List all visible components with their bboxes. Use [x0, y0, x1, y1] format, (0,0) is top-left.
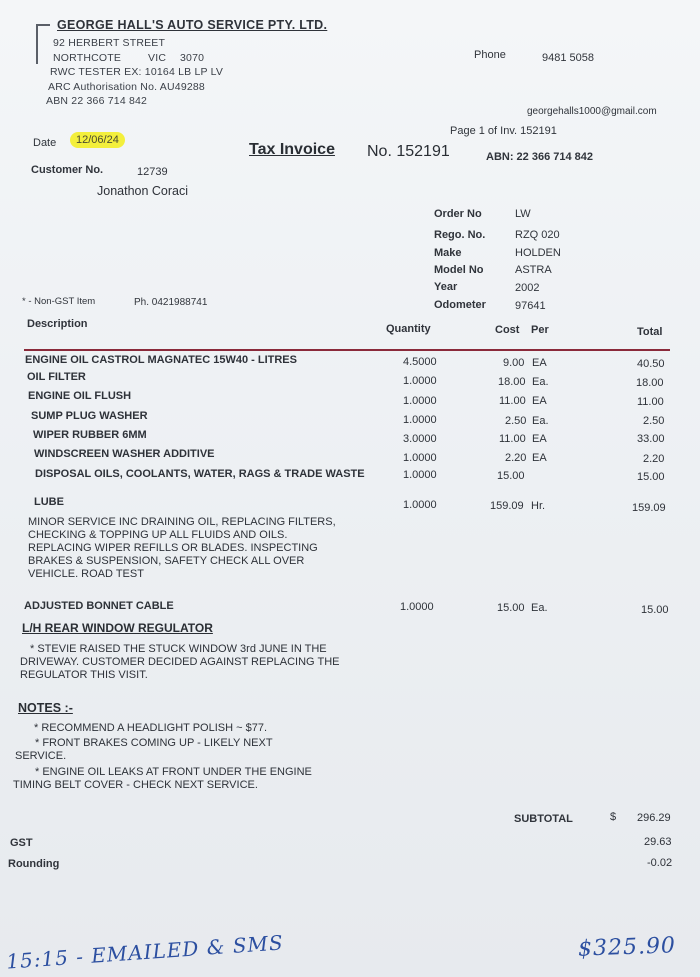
company-rwc: RWC TESTER EX: 10164 LB LP LV: [50, 66, 224, 78]
table-row-cost: 15.00: [497, 470, 525, 482]
company-abn: ABN 22 366 714 842: [46, 95, 148, 107]
vehicle-value-odometer: 97641: [515, 300, 546, 312]
table-row-desc: ENGINE OIL CASTROL MAGNATEC 15W40 - LITRES: [25, 354, 297, 366]
note-item: * RECOMMEND A HEADLIGHT POLISH ~ $77.: [34, 722, 268, 734]
vehicle-value-make: HOLDEN: [515, 247, 561, 259]
date-value: [70, 134, 125, 146]
table-row-qty: 1.0000: [403, 499, 437, 511]
table-row-qty: 4.5000: [403, 356, 437, 368]
vehicle-value-year: 2002: [515, 282, 540, 294]
regulator-title: L/H REAR WINDOW REGULATOR: [22, 621, 213, 635]
vehicle-value-model: ASTRA: [515, 264, 552, 276]
table-row-total: 2.50: [643, 415, 665, 427]
table-row-per: Ea.: [532, 415, 549, 427]
vehicle-label-model: Model No: [434, 264, 484, 276]
handwritten-total: $325.90: [577, 933, 677, 962]
table-row-desc: DISPOSAL OILS, COOLANTS, WATER, RAGS & TRADE WASTE: [35, 468, 365, 480]
table-divider: [24, 349, 670, 351]
currency-symbol: $: [610, 811, 617, 823]
table-row-desc: WIPER RUBBER 6MM: [33, 429, 147, 441]
vehicle-value-rego: RZQ 020: [515, 229, 560, 241]
note-item: * FRONT BRAKES COMING UP - LIKELY NEXT SERVICE.: [15, 737, 273, 762]
header-cost: Cost: [495, 324, 520, 336]
table-row-cost: 18.00: [498, 376, 526, 388]
non-gst-note: * - Non-GST Item: [22, 296, 96, 307]
table-row-total: 2.20: [643, 453, 665, 465]
table-row-total: 11.00: [637, 396, 664, 408]
table-row-cost: 9.00: [503, 357, 525, 369]
customer-label: Customer No.: [31, 164, 104, 176]
company-street: 92 HERBERT STREET: [53, 37, 166, 49]
bonnet-total: 15.00: [641, 604, 669, 616]
gst-value: 29.63: [644, 836, 672, 848]
table-row-per: Hr.: [531, 500, 546, 512]
table-row-per: EA: [532, 395, 547, 407]
lube-description: MINOR SERVICE INC DRAINING OIL, REPLACING FILTERS, CHECKING & TOPPING UP ALL FLUIDS AND OILS. REPLACING WIPER REFILLS OR BLADES. INSPECTING BRAKES & SUSPENSION, SAFETY CHECK ALL OVER VEHICLE. ROAD TEST: [28, 516, 336, 580]
document-title: Tax Invoice: [249, 141, 335, 158]
table-row-qty: 3.0000: [403, 433, 437, 445]
company-state: VIC: [148, 52, 167, 64]
table-row-total: 18.00: [636, 377, 664, 389]
company-logo: [30, 18, 50, 66]
header-quantity: Quantity: [386, 323, 431, 335]
invoice-number: No. 152191: [367, 143, 450, 160]
table-row-desc: WINDSCREEN WASHER ADDITIVE: [34, 448, 215, 460]
notes-title: NOTES :-: [18, 701, 73, 715]
subtotal-value: 296.29: [637, 812, 671, 824]
bonnet-per: Ea.: [531, 602, 548, 614]
customer-phone: Ph. 0421988741: [134, 297, 208, 308]
note-item: * ENGINE OIL LEAKS AT FRONT UNDER THE ENGINE TIMING BELT COVER - CHECK NEXT SERVICE.: [13, 766, 312, 791]
rounding-value: -0.02: [647, 857, 673, 869]
company-email: georgehalls1000@gmail.com: [527, 106, 657, 117]
table-row-cost: 2.20: [505, 452, 527, 464]
date-label: Date: [33, 137, 57, 149]
table-row-per: EA: [532, 357, 547, 369]
company-name: GEORGE HALL'S AUTO SERVICE PTY. LTD.: [57, 18, 328, 32]
table-row-qty: 1.0000: [403, 469, 437, 481]
vehicle-label-rego: Rego. No.: [434, 229, 486, 241]
table-row-cost: 11.00: [499, 433, 526, 445]
rounding-label: Rounding: [8, 858, 60, 870]
vehicle-value-order: LW: [515, 208, 531, 220]
table-row-qty: 1.0000: [403, 452, 437, 464]
table-row-qty: 1.0000: [403, 375, 437, 387]
date-highlight: 12/06/24: [70, 132, 125, 148]
bonnet-cost: 15.00: [497, 602, 525, 614]
table-row-per: EA: [532, 452, 547, 464]
table-row-qty: 1.0000: [403, 414, 437, 426]
page-indicator: Page 1 of Inv. 152191: [450, 125, 557, 137]
table-row-cost: 2.50: [505, 415, 527, 427]
customer-number: 12739: [137, 166, 168, 178]
table-row-total: 40.50: [637, 358, 665, 370]
subtotal-label: SUBTOTAL: [514, 813, 573, 825]
table-row-per: Ea.: [532, 376, 549, 388]
regulator-note: * STEVIE RAISED THE STUCK WINDOW 3rd JUNE IN THE DRIVEWAY. CUSTOMER DECIDED AGAINST REPLACING THE REGULATOR THIS VISIT.: [20, 643, 340, 681]
table-row-desc: LUBE: [34, 496, 64, 508]
vehicle-label-odometer: Odometer: [434, 299, 486, 311]
gst-label: GST: [10, 837, 33, 849]
company-arc: ARC Authorisation No. AU49288: [48, 81, 205, 93]
header-total: Total: [637, 326, 663, 338]
vehicle-label-make: Make: [434, 247, 462, 259]
table-row-qty: 1.0000: [403, 395, 437, 407]
invoice-abn: ABN: 22 366 714 842: [486, 151, 594, 163]
header-per: Per: [531, 324, 549, 336]
table-row-cost: 11.00: [499, 395, 526, 407]
table-row-per: EA: [532, 433, 547, 445]
bonnet-qty: 1.0000: [400, 601, 434, 613]
phone-label: Phone: [474, 49, 506, 61]
customer-name: Jonathon Coraci: [97, 184, 189, 198]
table-row-cost: 159.09: [490, 500, 524, 512]
header-description: Description: [27, 318, 88, 330]
table-row-desc: OIL FILTER: [27, 371, 86, 383]
table-row-desc: SUMP PLUG WASHER: [31, 410, 148, 422]
company-suburb: NORTHCOTE: [53, 52, 122, 64]
table-row-total: 33.00: [637, 433, 665, 445]
table-row-desc: ENGINE OIL FLUSH: [28, 390, 132, 402]
phone-number: 9481 5058: [542, 52, 594, 64]
vehicle-label-order: Order No: [434, 208, 482, 220]
table-row-total: 15.00: [637, 471, 665, 483]
handwritten-note: 15:15 - EMAILED & SMS: [5, 930, 285, 974]
table-row-total: 159.09: [632, 502, 666, 514]
bonnet-desc: ADJUSTED BONNET CABLE: [24, 600, 174, 612]
company-postcode: 3070: [180, 52, 205, 64]
vehicle-label-year: Year: [434, 281, 458, 293]
